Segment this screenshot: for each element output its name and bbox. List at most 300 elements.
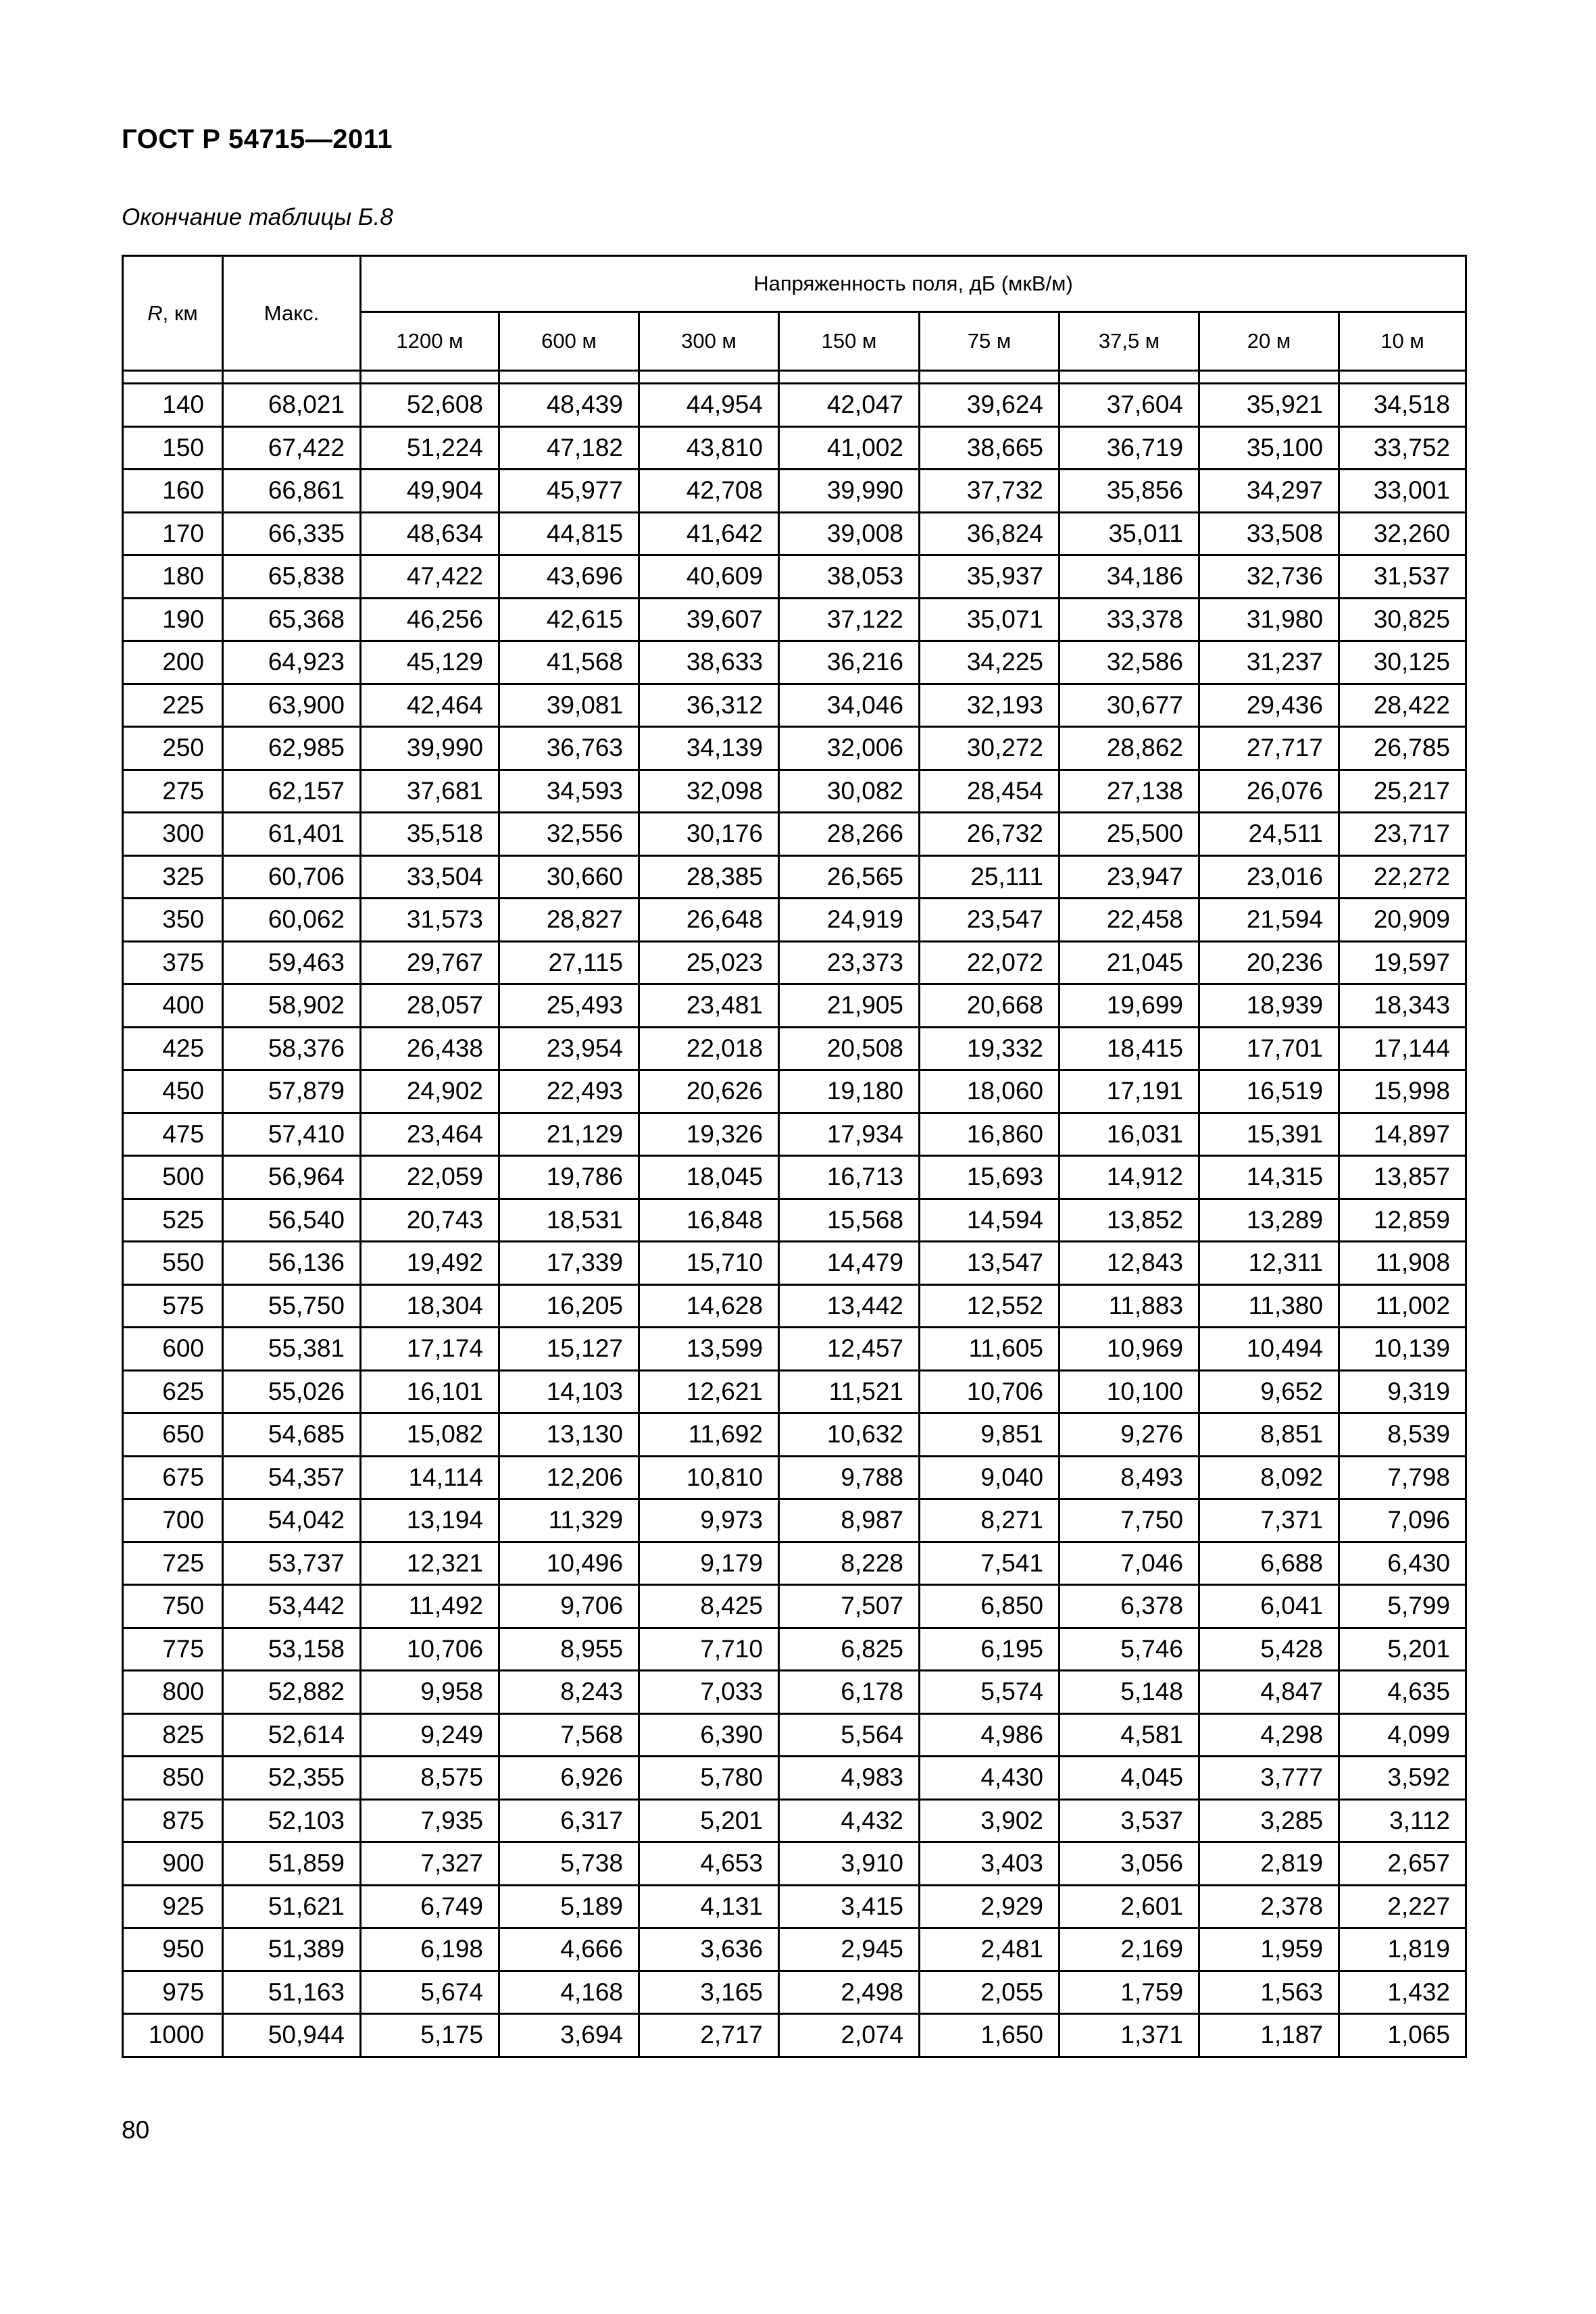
row-max-cell: 58,376	[223, 1027, 361, 1070]
table-cell: 37,122	[779, 598, 920, 641]
table-cell: 15,568	[779, 1199, 920, 1242]
row-distance-cell: 160	[123, 470, 223, 513]
table-cell: 7,798	[1339, 1456, 1466, 1499]
table-row	[123, 727, 1466, 770]
table-cell: 9,249	[361, 1713, 499, 1757]
row-max-cell: 66,335	[223, 512, 361, 555]
row-max-cell: 67,422	[223, 426, 361, 470]
table-row	[123, 1971, 1466, 2014]
table-cell: 11,380	[1199, 1284, 1339, 1328]
table-cell: 4,168	[499, 1971, 639, 2014]
table-cell: 6,850	[920, 1585, 1059, 1628]
row-max-cell: 60,706	[223, 855, 361, 899]
row-max-cell: 53,442	[223, 1585, 361, 1628]
table-cell: 26,565	[779, 855, 920, 899]
table-cell: 8,955	[499, 1628, 639, 1671]
table-cell: 24,511	[1199, 813, 1339, 856]
table-cell: 16,205	[499, 1284, 639, 1328]
table-cell: 4,298	[1199, 1713, 1339, 1757]
table-cell: 22,272	[1339, 855, 1466, 899]
table-cell: 39,008	[779, 512, 920, 555]
row-max-cell: 65,838	[223, 555, 361, 599]
table-cell: 6,198	[361, 1928, 499, 1971]
table-row	[123, 1628, 1466, 1671]
table-cell: 28,266	[779, 813, 920, 856]
row-max-cell: 56,964	[223, 1156, 361, 1199]
table-cell: 34,139	[639, 727, 779, 770]
row-distance-cell: 1000	[123, 2014, 223, 2057]
table-cell: 28,827	[499, 899, 639, 942]
table-cell: 32,586	[1059, 641, 1199, 684]
row-distance-cell: 180	[123, 555, 223, 599]
table-cell: 11,329	[499, 1499, 639, 1542]
table-cell: 8,228	[779, 1542, 920, 1585]
row-distance-cell: 625	[123, 1370, 223, 1413]
table-cell: 4,635	[1339, 1671, 1466, 1714]
table-cell: 3,165	[639, 1971, 779, 2014]
table-cell: 42,464	[361, 684, 499, 727]
row-max-cell: 53,737	[223, 1542, 361, 1585]
table-cell: 6,749	[361, 1885, 499, 1928]
row-distance-cell: 550	[123, 1242, 223, 1285]
table-cell: 19,699	[1059, 984, 1199, 1028]
table-cell: 7,327	[361, 1842, 499, 1886]
table-cell: 7,046	[1059, 1542, 1199, 1585]
row-distance-cell: 850	[123, 1757, 223, 1800]
table-cell: 22,059	[361, 1156, 499, 1199]
table-cell: 12,552	[920, 1284, 1059, 1328]
table-cell: 17,144	[1339, 1027, 1466, 1070]
table-cell: 17,701	[1199, 1027, 1339, 1070]
table-cell: 6,825	[779, 1628, 920, 1671]
row-max-cell: 52,882	[223, 1671, 361, 1714]
row-distance-cell: 350	[123, 899, 223, 942]
table-row	[123, 1456, 1466, 1499]
table-cell: 23,947	[1059, 855, 1199, 899]
table-cell: 36,719	[1059, 426, 1199, 470]
table-cell: 39,624	[920, 384, 1059, 427]
table-cell: 28,862	[1059, 727, 1199, 770]
table-cell: 32,193	[920, 684, 1059, 727]
table-cell: 3,592	[1339, 1757, 1466, 1800]
table-cell: 13,194	[361, 1499, 499, 1542]
table-cell: 2,227	[1339, 1885, 1466, 1928]
row-max-cell: 51,163	[223, 1971, 361, 2014]
row-distance-cell: 450	[123, 1070, 223, 1113]
row-distance-cell: 600	[123, 1328, 223, 1371]
table-cell: 2,055	[920, 1971, 1059, 2014]
table-cell: 15,998	[1339, 1070, 1466, 1113]
column-header-distance: 1200 м	[361, 312, 499, 371]
table-cell: 35,011	[1059, 512, 1199, 555]
row-max-cell: 62,157	[223, 770, 361, 813]
table-cell: 35,921	[1199, 384, 1339, 427]
table-row	[123, 598, 1466, 641]
table-cell: 10,706	[920, 1370, 1059, 1413]
table-cell: 38,633	[639, 641, 779, 684]
table-cell: 18,415	[1059, 1027, 1199, 1070]
table-cell: 11,692	[639, 1413, 779, 1457]
table-cell: 34,297	[1199, 470, 1339, 513]
table-cell: 41,642	[639, 512, 779, 555]
row-distance-cell: 150	[123, 426, 223, 470]
table-cell: 2,929	[920, 1885, 1059, 1928]
table-row	[123, 1499, 1466, 1542]
row-max-cell: 52,614	[223, 1713, 361, 1757]
table-cell: 23,481	[639, 984, 779, 1028]
table-cell: 9,706	[499, 1585, 639, 1628]
row-max-cell: 55,750	[223, 1284, 361, 1328]
table-cell: 2,498	[779, 1971, 920, 2014]
row-max-cell: 55,026	[223, 1370, 361, 1413]
table-row	[123, 1284, 1466, 1328]
table-cell: 23,717	[1339, 813, 1466, 856]
table-cell: 5,175	[361, 2014, 499, 2057]
table-cell: 17,174	[361, 1328, 499, 1371]
row-distance-cell: 700	[123, 1499, 223, 1542]
row-max-cell: 54,042	[223, 1499, 361, 1542]
row-distance-cell: 200	[123, 641, 223, 684]
table-row	[123, 1328, 1466, 1371]
table-cell: 1,065	[1339, 2014, 1466, 2057]
row-distance-cell: 650	[123, 1413, 223, 1457]
table-cell: 42,047	[779, 384, 920, 427]
column-group-header: Напряженность поля, дБ (мкВ/м)	[361, 256, 1466, 312]
table-cell: 48,634	[361, 512, 499, 555]
table-cell: 23,016	[1199, 855, 1339, 899]
table-cell: 22,493	[499, 1070, 639, 1113]
table-cell: 5,564	[779, 1713, 920, 1757]
table-cell: 10,632	[779, 1413, 920, 1457]
table-cell: 16,860	[920, 1113, 1059, 1156]
table-cell: 8,493	[1059, 1456, 1199, 1499]
table-cell: 26,785	[1339, 727, 1466, 770]
table-cell: 5,738	[499, 1842, 639, 1886]
table-cell: 24,902	[361, 1070, 499, 1113]
table-cell: 7,507	[779, 1585, 920, 1628]
table-cell: 18,343	[1339, 984, 1466, 1028]
table-cell: 10,969	[1059, 1328, 1199, 1371]
table-cell: 18,045	[639, 1156, 779, 1199]
table-cell: 23,464	[361, 1113, 499, 1156]
column-header-distance: 300 м	[639, 312, 779, 371]
table-cell: 26,076	[1199, 770, 1339, 813]
table-cell: 18,304	[361, 1284, 499, 1328]
table-cell: 5,201	[1339, 1628, 1466, 1671]
table-cell: 5,674	[361, 1971, 499, 2014]
table-cell: 13,289	[1199, 1199, 1339, 1242]
table-cell: 36,824	[920, 512, 1059, 555]
table-cell: 12,457	[779, 1328, 920, 1371]
table-cell: 2,481	[920, 1928, 1059, 1971]
column-header-distance: 37,5 м	[1059, 312, 1199, 371]
table-cell: 13,599	[639, 1328, 779, 1371]
table-row	[123, 426, 1466, 470]
table-cell: 31,237	[1199, 641, 1339, 684]
table-row	[123, 1070, 1466, 1113]
table-row	[123, 984, 1466, 1028]
table-cell: 9,276	[1059, 1413, 1199, 1457]
table-row	[123, 641, 1466, 684]
table-cell: 11,605	[920, 1328, 1059, 1371]
table-row	[123, 512, 1466, 555]
row-distance-cell: 775	[123, 1628, 223, 1671]
table-cell: 5,574	[920, 1671, 1059, 1714]
table-cell: 22,458	[1059, 899, 1199, 942]
table-cell: 34,225	[920, 641, 1059, 684]
table-cell: 45,977	[499, 470, 639, 513]
row-max-cell: 68,021	[223, 384, 361, 427]
row-max-cell: 56,136	[223, 1242, 361, 1285]
table-cell: 28,057	[361, 984, 499, 1028]
table-cell: 10,494	[1199, 1328, 1339, 1371]
table-cell: 25,493	[499, 984, 639, 1028]
table-cell: 8,987	[779, 1499, 920, 1542]
table-cell: 5,799	[1339, 1585, 1466, 1628]
column-header-distance: 75 м	[920, 312, 1059, 371]
table-cell: 5,201	[639, 1799, 779, 1842]
column-header-r-var: R	[147, 301, 163, 325]
row-distance-cell: 725	[123, 1542, 223, 1585]
table-cell: 3,694	[499, 2014, 639, 2057]
table-cell: 4,099	[1339, 1713, 1466, 1757]
table-cell: 15,710	[639, 1242, 779, 1285]
table-cell: 1,959	[1199, 1928, 1339, 1971]
row-distance-cell: 500	[123, 1156, 223, 1199]
table-cell: 25,500	[1059, 813, 1199, 856]
row-distance-cell: 375	[123, 941, 223, 984]
row-max-cell: 66,861	[223, 470, 361, 513]
table-cell: 21,594	[1199, 899, 1339, 942]
table-cell: 9,652	[1199, 1370, 1339, 1413]
table-cell: 5,189	[499, 1885, 639, 1928]
table-cell: 25,023	[639, 941, 779, 984]
table-cell: 7,710	[639, 1628, 779, 1671]
table-cell: 5,428	[1199, 1628, 1339, 1671]
row-max-cell: 60,062	[223, 899, 361, 942]
table-cell: 37,681	[361, 770, 499, 813]
table-cell: 33,508	[1199, 512, 1339, 555]
table-cell: 18,060	[920, 1070, 1059, 1113]
table-cell: 17,191	[1059, 1070, 1199, 1113]
table-cell: 2,717	[639, 2014, 779, 2057]
table-cell: 29,436	[1199, 684, 1339, 727]
column-header-max: Макс.	[223, 256, 361, 371]
table-cell: 5,148	[1059, 1671, 1199, 1714]
table-cell: 15,127	[499, 1328, 639, 1371]
row-distance-cell: 275	[123, 770, 223, 813]
row-max-cell: 52,355	[223, 1757, 361, 1800]
table-cell: 19,326	[639, 1113, 779, 1156]
table-cell: 23,373	[779, 941, 920, 984]
row-max-cell: 65,368	[223, 598, 361, 641]
table-cell: 4,432	[779, 1799, 920, 1842]
table-cell: 29,767	[361, 941, 499, 984]
table-cell: 3,056	[1059, 1842, 1199, 1886]
table-cell: 35,937	[920, 555, 1059, 599]
table-cell: 36,216	[779, 641, 920, 684]
table-cell: 9,973	[639, 1499, 779, 1542]
table-row	[123, 1027, 1466, 1070]
column-header-distance: 10 м	[1339, 312, 1466, 371]
table-cell: 12,311	[1199, 1242, 1339, 1285]
table-cell: 39,990	[361, 727, 499, 770]
table-cell: 2,945	[779, 1928, 920, 1971]
table-cell: 12,859	[1339, 1199, 1466, 1242]
table-cell: 16,519	[1199, 1070, 1339, 1113]
row-max-cell: 62,985	[223, 727, 361, 770]
table-row	[123, 1928, 1466, 1971]
table-cell: 23,954	[499, 1027, 639, 1070]
table-cell: 9,040	[920, 1456, 1059, 1499]
table-cell: 32,006	[779, 727, 920, 770]
table-row	[123, 1713, 1466, 1757]
table-row	[123, 555, 1466, 599]
table-cell: 10,706	[361, 1628, 499, 1671]
row-distance-cell: 975	[123, 1971, 223, 2014]
table-cell: 9,179	[639, 1542, 779, 1585]
table-cell: 6,317	[499, 1799, 639, 1842]
column-header-distance: 150 м	[779, 312, 920, 371]
table-cell: 4,653	[639, 1842, 779, 1886]
table-cell: 13,547	[920, 1242, 1059, 1285]
table-cell: 8,243	[499, 1671, 639, 1714]
table-cell: 43,810	[639, 426, 779, 470]
table-row	[123, 1799, 1466, 1842]
table-cell: 18,531	[499, 1199, 639, 1242]
table-row	[123, 1413, 1466, 1457]
table-row	[123, 855, 1466, 899]
table-cell: 34,186	[1059, 555, 1199, 599]
table-cell: 45,129	[361, 641, 499, 684]
row-distance-cell: 250	[123, 727, 223, 770]
row-distance-cell: 525	[123, 1199, 223, 1242]
table-row	[123, 899, 1466, 942]
table-cell: 26,438	[361, 1027, 499, 1070]
table-cell: 42,708	[639, 470, 779, 513]
table-cell: 22,018	[639, 1027, 779, 1070]
table-cell: 35,856	[1059, 470, 1199, 513]
table-cell: 1,650	[920, 2014, 1059, 2057]
row-max-cell: 51,859	[223, 1842, 361, 1886]
table-cell: 21,129	[499, 1113, 639, 1156]
table-cell: 19,492	[361, 1242, 499, 1285]
table-cell: 6,390	[639, 1713, 779, 1757]
table-cell: 4,983	[779, 1757, 920, 1800]
row-distance-cell: 750	[123, 1585, 223, 1628]
row-distance-cell: 190	[123, 598, 223, 641]
table-cell: 9,958	[361, 1671, 499, 1714]
table-cell: 11,002	[1339, 1284, 1466, 1328]
table-cell: 49,904	[361, 470, 499, 513]
table-cell: 14,628	[639, 1284, 779, 1328]
table-cell: 14,114	[361, 1456, 499, 1499]
table-cell: 33,752	[1339, 426, 1466, 470]
table-cell: 7,935	[361, 1799, 499, 1842]
row-distance-cell: 300	[123, 813, 223, 856]
table-cell: 17,339	[499, 1242, 639, 1285]
table-cell: 35,518	[361, 813, 499, 856]
row-max-cell: 56,540	[223, 1199, 361, 1242]
table-cell: 34,518	[1339, 384, 1466, 427]
table-cell: 3,902	[920, 1799, 1059, 1842]
column-header-r-unit: , км	[162, 301, 198, 325]
table-cell: 6,926	[499, 1757, 639, 1800]
table-cell: 16,031	[1059, 1113, 1199, 1156]
table-cell: 46,256	[361, 598, 499, 641]
row-distance-cell: 400	[123, 984, 223, 1028]
table-cell: 47,182	[499, 426, 639, 470]
table-cell: 3,537	[1059, 1799, 1199, 1842]
row-distance-cell: 575	[123, 1284, 223, 1328]
row-distance-cell: 675	[123, 1456, 223, 1499]
table-row	[123, 1113, 1466, 1156]
table-cell: 19,786	[499, 1156, 639, 1199]
table-cell: 21,045	[1059, 941, 1199, 984]
table-cell: 10,810	[639, 1456, 779, 1499]
row-max-cell: 54,357	[223, 1456, 361, 1499]
table-row	[123, 1370, 1466, 1413]
table-cell: 2,074	[779, 2014, 920, 2057]
table-row	[123, 941, 1466, 984]
table-cell: 31,980	[1199, 598, 1339, 641]
table-cell: 34,046	[779, 684, 920, 727]
table-cell: 41,002	[779, 426, 920, 470]
table-cell: 48,439	[499, 384, 639, 427]
table-cell: 28,385	[639, 855, 779, 899]
table-cell: 8,539	[1339, 1413, 1466, 1457]
table-cell: 6,378	[1059, 1585, 1199, 1628]
table-row	[123, 1242, 1466, 1285]
table-cell: 7,033	[639, 1671, 779, 1714]
table-cell: 39,081	[499, 684, 639, 727]
table-cell: 10,496	[499, 1542, 639, 1585]
table-cell: 14,594	[920, 1199, 1059, 1242]
table-cell: 12,321	[361, 1542, 499, 1585]
table-cell: 30,825	[1339, 598, 1466, 641]
table-cell: 40,609	[639, 555, 779, 599]
table-row	[123, 1156, 1466, 1199]
table-cell: 20,909	[1339, 899, 1466, 942]
table-cell: 20,668	[920, 984, 1059, 1028]
table-cell: 32,556	[499, 813, 639, 856]
table-cell: 28,454	[920, 770, 1059, 813]
table-cell: 27,138	[1059, 770, 1199, 813]
table-cell: 12,206	[499, 1456, 639, 1499]
table-cell: 9,319	[1339, 1370, 1466, 1413]
table-cell: 2,601	[1059, 1885, 1199, 1928]
table-cell: 2,169	[1059, 1928, 1199, 1971]
table-cell: 7,096	[1339, 1499, 1466, 1542]
table-cell: 39,990	[779, 470, 920, 513]
table-cell: 14,315	[1199, 1156, 1339, 1199]
table-cell: 4,847	[1199, 1671, 1339, 1714]
table-cell: 6,195	[920, 1628, 1059, 1671]
table-cell: 37,732	[920, 470, 1059, 513]
table-cell: 26,732	[920, 813, 1059, 856]
table-cell: 9,851	[920, 1413, 1059, 1457]
table-cell: 34,593	[499, 770, 639, 813]
table-row	[123, 1542, 1466, 1585]
table-cell: 6,178	[779, 1671, 920, 1714]
table-cell: 1,371	[1059, 2014, 1199, 2057]
table-cell: 35,071	[920, 598, 1059, 641]
table-row	[123, 1885, 1466, 1928]
table-cell: 13,442	[779, 1284, 920, 1328]
table-cell: 12,621	[639, 1370, 779, 1413]
row-distance-cell: 170	[123, 512, 223, 555]
row-distance-cell: 140	[123, 384, 223, 427]
